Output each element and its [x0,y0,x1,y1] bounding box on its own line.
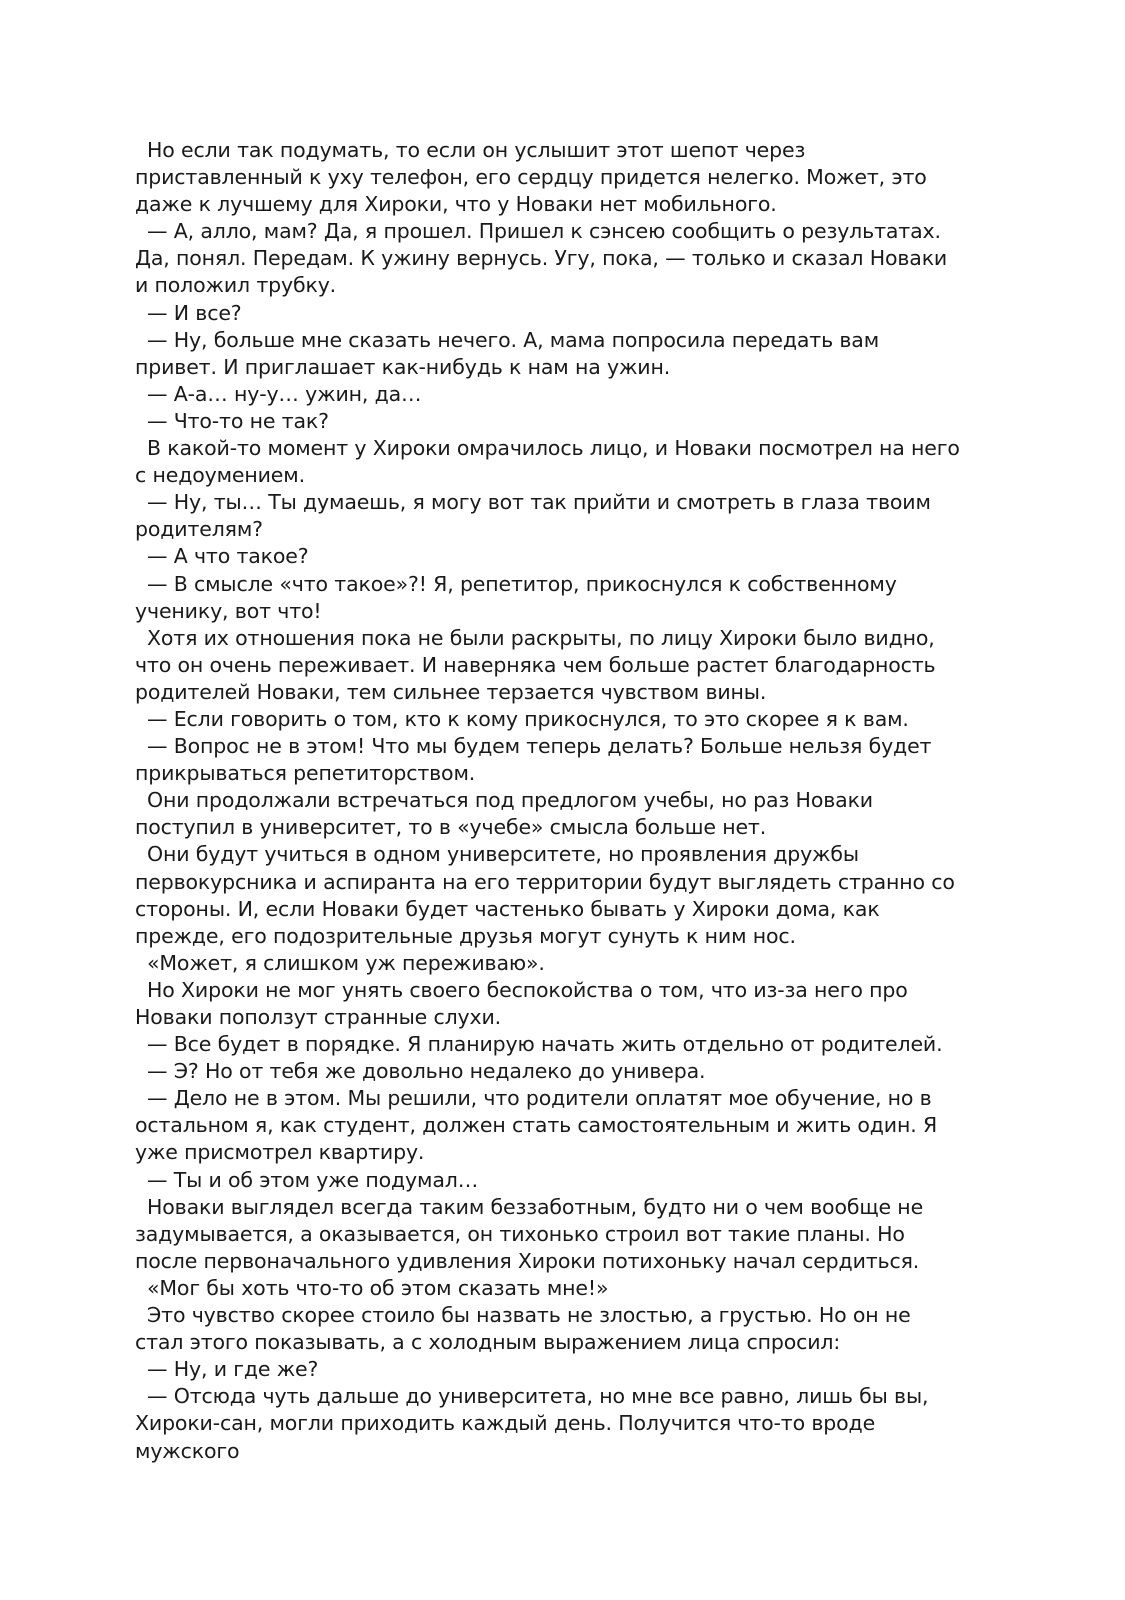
paragraph: «Мог бы хоть что-то об этом сказать мне!» [147,1275,609,1300]
paragraph: — А-а… ну-у… ужин, да… [147,381,422,406]
paragraph: — Ты и об этом уже подумал… [147,1167,479,1192]
paragraph: — Ну, и где же? [147,1357,319,1382]
paragraph: — Что-то не так? [147,408,329,433]
paragraph: — А что такое? [147,544,309,569]
paragraph: — А, алло, мам? Да, я прошел. Пришел к сэнсею сообщить о результатах. Да, понял. Передам. К ужину вернусь. Угу, пока, — только и сказал Новаки и положил трубку. [135,219,948,298]
paragraph: — В смысле «что такое»?! Я, репетитор, прикоснулся к собственному ученику, вот что! [135,571,897,623]
paragraph: Но если так подумать, то если он услышит этот шепот через приставленный к уху телефон, его сердцу придется нелегко. Может, это даже к лучшему для Хироки, что у Новаки нет мобильного. [135,138,927,217]
paragraph: — И все? [147,300,242,325]
paragraph: — Если говорить о том, кто к кому прикоснулся, то это скорее я к вам. [147,706,909,731]
paragraph: Это чувство скорее стоило бы назвать не злостью, а грустью. Но он не стал этого показывать, а с холодным выражением лица спросил: [135,1303,911,1355]
paragraph: «Может, я слишком уж переживаю». [147,950,545,975]
paragraph: — Все будет в порядке. Я планирую начать жить отдельно от родителей. [147,1032,943,1057]
paragraph: Новаки выглядел всегда таким беззаботным, будто ни о чем вообще не задумывается, а оказывается, он тихонько строил вот такие планы. Но после первоначального удивления Хироки потихоньку начал сердиться. [135,1194,924,1273]
body-text [135,137,965,1465]
paragraph: Хотя их отношения пока не были раскрыты, по лицу Хироки было видно, что он очень переживает. И наверняка чем больше растет благодарность родителей Новаки, тем сильнее терзается чувством вины. [135,625,936,704]
paragraph: — Дело не в этом. Мы решили, что родители оплатят мое обучение, но в остальном я, как студент, должен стать самостоятельным и жить один. Я уже присмотрел квартиру. [135,1086,938,1165]
paragraph: Они будут учиться в одном университете, но проявления дружбы первокурсника и аспиранта на его территории будут выглядеть странно со стороны. И, если Новаки будет частенько бывать у Хироки дома, как прежде, его подозрительные друзья могут сунуть к ним нос. [135,842,955,948]
paragraph: — Отсюда чуть дальше до университета, но мне все равно, лишь бы вы, Хироки-сан, могли приходить каждый день. Получится что-то вроде мужского [135,1384,929,1463]
paragraph: Они продолжали встречаться под предлогом учебы, но раз Новаки поступил в университет, то в «учебе» смысла больше нет. [135,788,873,840]
paragraph: — Вопрос не в этом! Что мы будем теперь делать? Больше нельзя будет прикрываться репетиторством. [135,734,932,786]
paragraph: — Ну, ты… Ты думаешь, я могу вот так прийти и смотреть в глаза твоим родителям? [135,490,931,542]
paragraph: Но Хироки не мог унять своего беспокойства о том, что из-за него про Новаки поползут странные слухи. [135,977,908,1029]
paragraph: — Ну, больше мне сказать нечего. А, мама попросила передать вам привет. И приглашает как-нибудь к нам на ужин. [135,327,880,379]
paragraph: — Э? Но от тебя же довольно недалеко до универа. [147,1059,706,1084]
paragraph: В какой-то момент у Хироки омрачилось лицо, и Новаки посмотрел на него с недоумением. [135,436,960,488]
